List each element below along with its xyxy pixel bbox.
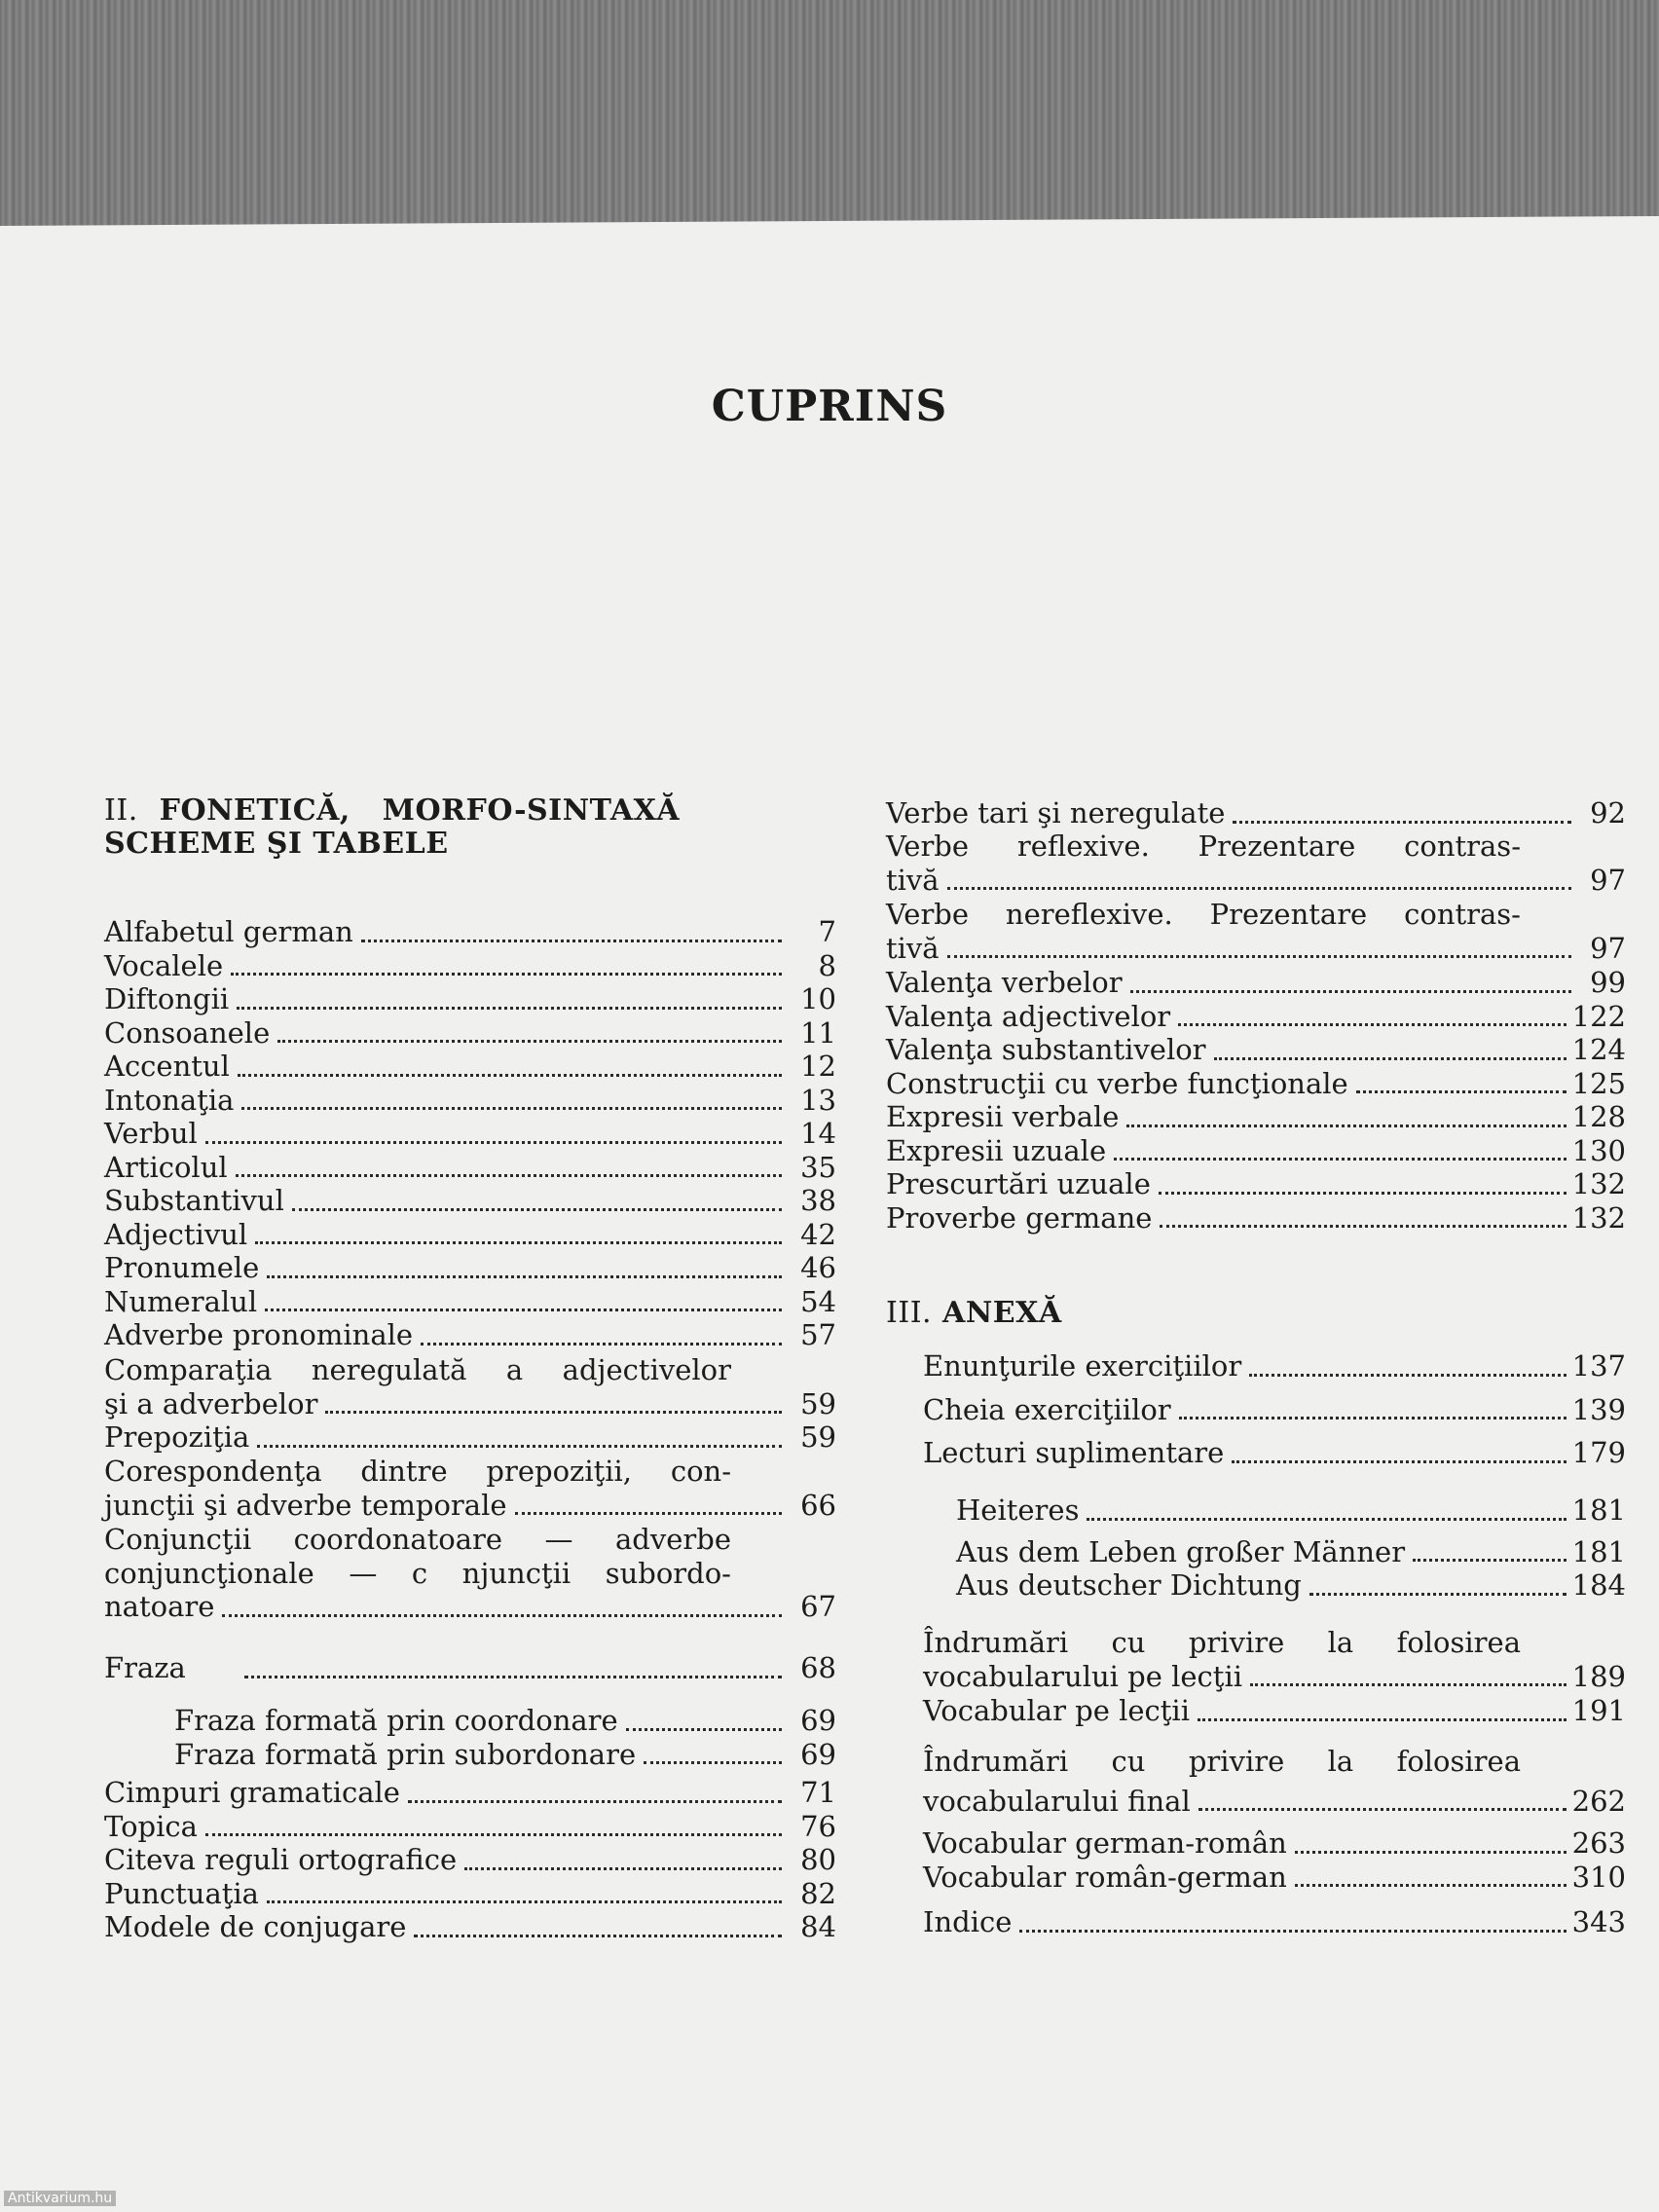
entry-label: Valenţa verbelor [886,966,1123,999]
leader-dots [1130,989,1571,993]
entry-label: Adverbe pronominale [104,1318,414,1351]
entry-page: 184 [1571,1568,1626,1602]
entry-page: 7 [818,915,836,948]
leader-dots [292,1207,782,1211]
leader-dots [1250,1682,1567,1686]
entry-label: Prescurtări uzuale [886,1167,1151,1200]
toc-entry-indrumari-lectii[interactable] [923,1626,1626,1693]
entry-page: 181 [1571,1534,1626,1568]
toc-entry-comparatia[interactable] [104,1353,836,1420]
entry-page: 12 [800,1050,836,1083]
section-heading-ii [104,794,836,861]
toc-entry[interactable] [886,1033,1626,1067]
toc-list-fraza-sub [174,1704,836,1771]
entry-page: 99 [1590,966,1626,999]
toc-list-left-a [104,915,836,1352]
toc-entry-prepozitia[interactable] [104,1420,836,1455]
entry-line: Îndrumări cu privire la folosirea [923,1745,1521,1778]
entry-label: Vocabular german-român [923,1826,1287,1860]
leader-dots [1356,1089,1567,1093]
entry-label: Alfabetul german [104,915,353,948]
entry-label: vocabularului final [923,1784,1191,1818]
leader-dots [947,886,1571,890]
leader-dots [1198,1807,1567,1811]
toc-entry[interactable] [104,982,836,1016]
entry-page: 71 [800,1776,836,1809]
toc-list-lecturi-sub [956,1493,1626,1603]
entry-page: 14 [800,1117,836,1150]
entry-label: Expresii uzuale [886,1133,1107,1167]
entry-label: Aus deutscher Dichtung [956,1568,1302,1602]
entry-page: 42 [800,1217,836,1251]
toc-entry[interactable] [104,1910,836,1944]
leader-dots [265,1308,782,1311]
entry-page: 82 [800,1876,836,1910]
entry-page: 263 [1571,1826,1626,1860]
entry-page: 97 [1590,863,1626,897]
heading-line-2: SCHEME ŞI TABELE [104,827,449,861]
watermark: Antikvarium.hu [4,2191,116,2206]
leader-dots [1249,1373,1566,1377]
toc-entry[interactable] [923,1826,1626,1861]
leader-dots [267,1274,782,1278]
entry-line: Comparaţia neregulată a adjectivelor [104,1353,731,1386]
entry-page: 128 [1571,1100,1626,1133]
leader-dots [325,1410,782,1414]
entry-label: Verbe tari şi neregulate [886,796,1226,830]
leader-dots [1295,1883,1567,1887]
entry-label: Punctuaţia [104,1876,259,1910]
toc-entry[interactable] [104,1016,836,1051]
toc-entry[interactable] [104,915,836,949]
toc-entry[interactable] [886,1000,1626,1034]
entry-label: Vocabular român-german [923,1860,1287,1894]
toc-entry-verbe-reflexive[interactable] [886,830,1626,897]
entry-page: 8 [818,948,836,982]
entry-page: 11 [800,1015,836,1050]
entry-page: 262 [1571,1784,1626,1818]
entry-label: Intonaţia [104,1083,235,1117]
entry-label: Vocalele [104,948,224,982]
entry-page: 57 [800,1318,836,1351]
toc-entry[interactable] [923,1436,1626,1470]
entry-page: 132 [1571,1200,1626,1235]
entry-page: 125 [1571,1066,1626,1100]
toc-subentry[interactable] [174,1738,836,1772]
toc-entry[interactable] [104,1877,836,1911]
leader-dots [1233,820,1571,824]
leader-dots [1232,1459,1566,1463]
entry-label: vocabularului pe lecţii [923,1659,1242,1693]
leader-dots [408,1799,782,1803]
toc-entry-verbe-nereflexive[interactable] [886,898,1626,965]
leader-dots [236,1173,782,1177]
leader-dots [277,1039,782,1043]
entry-page: 80 [800,1843,836,1876]
leader-dots [414,1934,782,1937]
entry-label: Articolul [104,1150,228,1184]
entry-page: 122 [1571,999,1626,1033]
entry-page: 59 [800,1420,836,1454]
toc-list-left-c [104,1651,836,1685]
entry-page: 191 [1571,1694,1626,1727]
entry-label: Lecturi suplimentare [923,1436,1225,1469]
entry-page: 137 [1571,1349,1626,1382]
leader-dots [1214,1056,1567,1060]
entry-label: Prepoziţia [104,1420,250,1454]
toc-entry[interactable] [923,1393,1626,1427]
entry-label: Vocabular pe lecţii [923,1694,1190,1727]
toc-entry[interactable] [104,1318,836,1352]
toc-entry-vocabular-lectii[interactable] [923,1694,1626,1728]
entry-page: 59 [800,1386,836,1420]
background-fabric [0,0,1659,234]
entry-label: Proverbe germane [886,1200,1153,1235]
toc-entry[interactable] [104,1050,836,1084]
entry-label: Fraza [104,1651,186,1684]
leader-dots [515,1511,782,1515]
toc-list-anexa [923,1349,1626,1470]
leader-dots [1179,1416,1567,1419]
leader-dots [237,1006,782,1010]
leader-dots [1198,1717,1567,1721]
entry-page: 69 [800,1704,836,1737]
leader-dots [1413,1558,1567,1562]
entry-label: Verbul [104,1117,198,1150]
entry-line: conjuncţionale — c njuncţii subordo- [104,1556,731,1590]
leader-dots [244,1675,782,1678]
section-number: II. [104,793,138,828]
entry-label: Cheia exerciţiilor [923,1392,1171,1426]
entry-page: 124 [1571,1033,1626,1066]
entry-page: 189 [1571,1659,1626,1693]
leader-dots [241,1106,782,1110]
toc-list-left-b [104,1420,836,1455]
toc-entry[interactable] [104,1251,836,1285]
leader-dots [267,1899,782,1903]
entry-label: Enunţurile exerciţiilor [923,1349,1242,1382]
entry-label: natoare [104,1590,215,1623]
toc-list-right-a [886,796,1626,830]
entry-label: Fraza formată prin coordonare [174,1704,618,1737]
toc-entry[interactable] [886,1067,1626,1101]
leader-dots [421,1342,782,1346]
leader-dots [464,1866,782,1870]
toc-entry[interactable] [923,1349,1626,1383]
entry-label: Pronumele [104,1251,260,1284]
toc-subentry[interactable] [956,1493,1626,1528]
entry-label: Aus dem Leben großer Männer [956,1534,1406,1568]
entry-page: 46 [800,1251,836,1284]
entry-page: 38 [800,1184,836,1217]
toc-entry[interactable] [886,1134,1626,1168]
toc-entry-fraza[interactable] [104,1651,836,1685]
leader-dots [257,1444,782,1448]
entry-label: Indice [923,1905,1013,1938]
entry-line: Corespondenţa dintre prepoziţii, con- [104,1455,731,1488]
section-number: III. [886,1296,933,1330]
entry-page: 139 [1571,1392,1626,1426]
entry-label: Heiteres [956,1493,1080,1527]
toc-entry[interactable] [886,796,1626,830]
entry-page: 84 [800,1910,836,1943]
toc-entry-conjunctii[interactable] [104,1523,836,1624]
toc-subentry[interactable] [956,1568,1626,1603]
leader-dots [1114,1157,1567,1161]
entry-label: Diftongii [104,982,230,1015]
toc-entry[interactable] [104,1218,836,1252]
leader-dots [1159,1191,1567,1195]
toc-entry[interactable] [104,949,836,983]
entry-page: 97 [1590,931,1626,965]
entry-label: Valenţa adjectivelor [886,999,1171,1033]
leader-dots [238,1073,782,1077]
section-heading-iii [886,1297,1062,1330]
page-title: CUPRINS [711,382,948,431]
toc-entry-corespondenta[interactable] [104,1455,836,1522]
entry-line: Îndrumări cu privire la folosirea [923,1626,1521,1659]
entry-page: 54 [800,1284,836,1318]
toc-entry[interactable] [886,1167,1626,1201]
toc-list-right-b [886,966,1626,1235]
toc-list-vocab-lectii [923,1694,1626,1728]
toc-entry[interactable] [886,1201,1626,1235]
entry-page: 66 [800,1488,836,1522]
toc-entry[interactable] [104,1184,836,1218]
toc-list-right-c [923,1826,1626,1939]
entry-page: 67 [800,1590,836,1623]
entry-label: Modele de conjugare [104,1910,407,1943]
toc-entry[interactable] [923,1861,1626,1895]
leader-dots [1019,1929,1566,1933]
entry-label: Fraza formată prin subordonare [174,1737,637,1771]
heading-line-1: FONETICĂ, MORFO-SINTAXĂ [159,793,681,828]
entry-page: 179 [1571,1436,1626,1469]
leader-dots [1087,1517,1566,1521]
toc-entry[interactable] [923,1905,1626,1939]
leader-dots [626,1727,782,1731]
entry-label: Consoanele [104,1015,271,1050]
toc-entry[interactable] [104,1810,836,1844]
leader-dots [361,939,782,942]
entry-label: Adjectivul [104,1217,248,1251]
entry-page: 343 [1571,1905,1626,1938]
leader-dots [205,1140,782,1144]
entry-label: juncţii şi adverbe temporale [104,1488,507,1522]
leader-dots [1126,1124,1566,1127]
entry-label: Accentul [104,1050,230,1083]
leader-dots [255,1240,782,1244]
toc-entry[interactable] [104,1117,836,1151]
entry-label: Cimpuri gramaticale [104,1776,400,1809]
entry-label: Expresii verbale [886,1100,1120,1133]
entry-page: 76 [800,1809,836,1843]
leader-dots [1295,1850,1567,1854]
entry-page: 68 [800,1651,836,1684]
entry-label: Valenţa substantivelor [886,1033,1206,1066]
entry-label: Numeralul [104,1284,258,1318]
leader-dots [644,1760,782,1764]
entry-page: 13 [800,1083,836,1117]
entry-page: 310 [1571,1860,1626,1894]
toc-subentry[interactable] [956,1535,1626,1569]
entry-label: Construcţii cu verbe funcţionale [886,1066,1348,1100]
toc-entry[interactable] [104,1084,836,1118]
toc-entry[interactable] [104,1285,836,1319]
entry-page: 35 [800,1150,836,1184]
heading-anexa: ANEXĂ [942,1296,1062,1330]
entry-line: Verbe nereflexive. Prezentare contras- [886,898,1521,931]
toc-entry[interactable] [104,1843,836,1877]
toc-subentry[interactable] [174,1704,836,1738]
toc-entry[interactable] [104,1776,836,1810]
entry-page: 10 [800,982,836,1015]
entry-label: Citeva reguli ortografice [104,1843,458,1876]
leader-dots [231,972,782,976]
entry-label: tivă [886,931,940,965]
entry-label: şi a adverbelor [104,1386,318,1420]
entry-page: 92 [1590,796,1626,830]
leader-dots [205,1832,782,1836]
entry-label: tivă [886,863,940,897]
leader-dots [222,1613,782,1617]
toc-entry[interactable] [104,1151,836,1185]
entry-page: 69 [800,1737,836,1771]
toc-entry-indrumari-final[interactable] [923,1745,1626,1818]
toc-entry[interactable] [886,966,1626,1000]
toc-entry[interactable] [886,1100,1626,1134]
entry-page: 181 [1571,1493,1626,1527]
entry-line: Verbe reflexive. Prezentare contras- [886,830,1521,863]
entry-page: 130 [1571,1133,1626,1167]
leader-dots [947,954,1571,958]
leader-dots [1178,1022,1566,1026]
toc-list-left-d [104,1776,836,1944]
entry-label: Topica [104,1809,198,1843]
entry-label: Substantivul [104,1184,284,1217]
leader-dots [1160,1224,1566,1228]
entry-line: Conjuncţii coordonatoare — adverbe [104,1523,731,1556]
leader-dots [1309,1592,1567,1596]
entry-page: 132 [1571,1167,1626,1200]
